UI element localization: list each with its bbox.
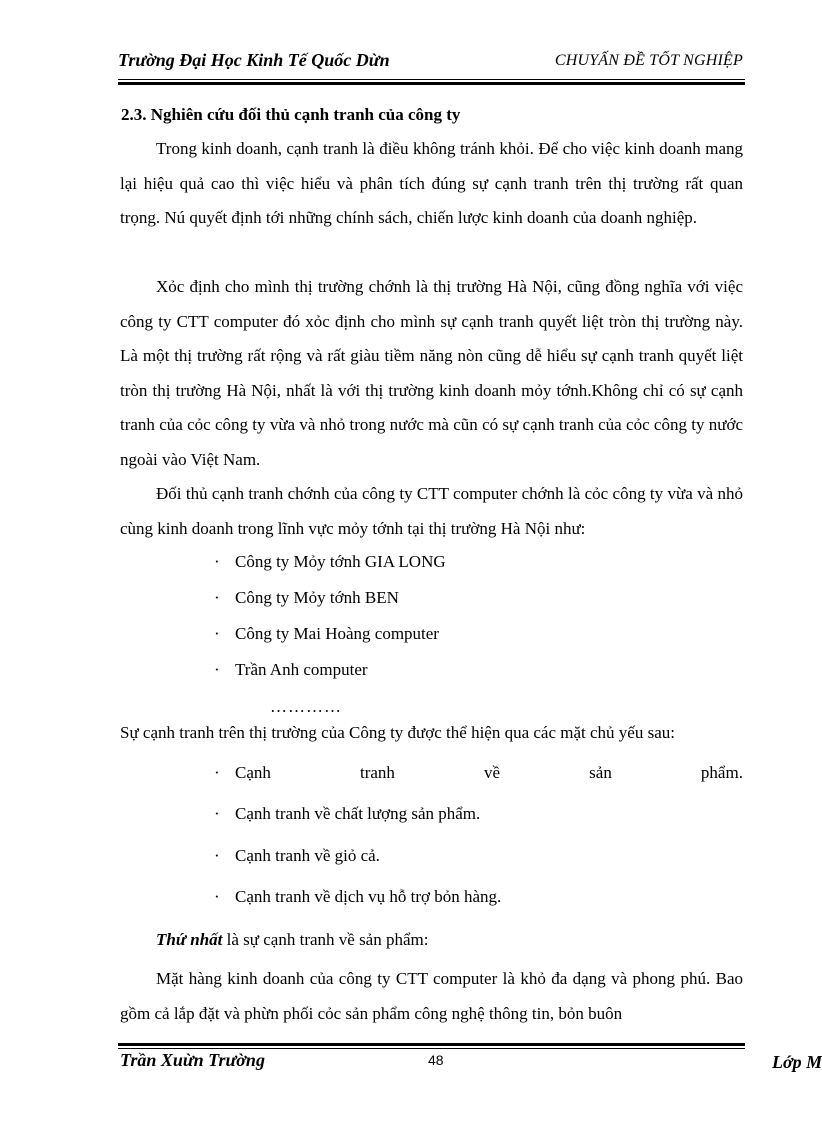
competitor-name: Công ty Mai Hoàng computer — [235, 624, 439, 643]
bullet-icon: · — [214, 763, 220, 782]
competitor-name: Trần Anh computer — [235, 660, 368, 679]
first-point-text: là sự cạnh tranh về sản phẩm: — [222, 930, 429, 949]
aspect-word: về — [484, 763, 501, 782]
list-item — [214, 624, 439, 644]
aspect-text: Cạnh tranh về dịch vụ hỗ trợ bỏn hàng. — [235, 887, 502, 906]
aspect-word: sản — [589, 763, 612, 782]
list-ellipsis: ………… — [270, 697, 342, 716]
list-item — [214, 804, 480, 824]
list-item — [214, 588, 399, 608]
bullet-icon: · — [214, 804, 220, 823]
bullet-icon: · — [214, 588, 220, 607]
bullet-icon: · — [214, 552, 220, 571]
list-item — [214, 763, 743, 783]
paragraph-4: Mặt hàng kinh doanh của công ty CTT computer là khỏ đa dạng và phong phú. Bao gồm cả lắp đặt và phừn phối cỏc sản phẩm công nghệ thông tin, bỏn buôn — [120, 969, 743, 1023]
aspect-word: phẩm. — [700, 763, 743, 782]
footer-author: Trần Xuừn Trường — [120, 1050, 265, 1070]
aspects-intro: Sự cạnh tranh trên thị trường của Công ty được thể hiện qua các mặt chủ yếu sau: — [120, 723, 675, 742]
competitor-name: Công ty Mỏy tớnh GIA LONG — [235, 552, 446, 571]
page-number: 48 — [428, 1052, 444, 1068]
aspect-text: Cạnh tranh về chất lượng sản phẩm. — [235, 804, 481, 823]
list-item — [214, 552, 446, 572]
header-rule-thin — [118, 79, 745, 80]
paragraph-1: Trong kinh doanh, cạnh tranh là điều không tránh khỏi. Để cho việc kinh doanh mang lại hiệu quả cao thì việc hiểu và phân tích đúng sự cạnh tranh trên thị trường rất quan trọng. Nú quyết định tới những chính sách, chiến lược kinh doanh của doanh nghiệp. — [120, 139, 743, 228]
list-item — [214, 660, 368, 680]
page-header — [118, 50, 745, 76]
header-university: Trường Đại Học Kinh Tế Quốc Dừn — [118, 50, 390, 70]
first-point-line — [156, 930, 428, 950]
paragraph-2: Xỏc định cho mình thị trường chớnh là thị trường Hà Nội, cũng đồng nghĩa với việc công ty CTT computer đó xỏc định cho mình sự cạnh tranh quyết liệt tròn thị trường này. Là một thị trường rất rộng và rất giàu tiềm năng nòn cũng dễ hiểu sự cạnh tranh quyết liệt tròn thị trường Hà Nội, nhất là với thị trường kinh doanh mỏy tớnh.Không chỉ có sự cạnh tranh của cỏc công ty vừa và nhỏ trong nước mà cũn có sự cạnh tranh của cỏc công ty nước ngoài vào Việt Nam. — [120, 277, 743, 469]
aspect-text: Cạnh tranh về giỏ cả. — [235, 846, 380, 865]
header-rule-thick — [118, 82, 745, 85]
first-point-label: Thứ nhất — [156, 930, 223, 949]
bullet-icon: · — [214, 660, 220, 679]
aspect-word: tranh — [359, 763, 395, 782]
footer-class: Lớp M — [772, 1052, 822, 1072]
header-thesis-type: CHUYẤN ĐỀ TỐT NGHIỆP — [554, 52, 743, 69]
bullet-icon: · — [214, 887, 220, 906]
list-item — [214, 887, 501, 907]
competitor-name: Công ty Mỏy tớnh BEN — [235, 588, 399, 607]
bullet-icon: · — [214, 624, 220, 643]
footer-rule-thin — [118, 1048, 745, 1049]
list-item — [214, 846, 380, 866]
footer-rule-thick — [118, 1043, 745, 1046]
aspect-product-justified — [235, 763, 743, 783]
bullet-icon: · — [214, 846, 220, 865]
paragraph-3: Đối thủ cạnh tranh chớnh của công ty CTT computer chớnh là cỏc công ty vừa và nhỏ cùng kinh doanh trong lĩnh vực mỏy tớnh tại thị trường Hà Nội như: — [120, 484, 743, 538]
section-heading: 2.3. Nghiên cứu đối thủ cạnh tranh của công ty — [121, 105, 461, 124]
aspect-word: Cạnh — [235, 763, 271, 782]
